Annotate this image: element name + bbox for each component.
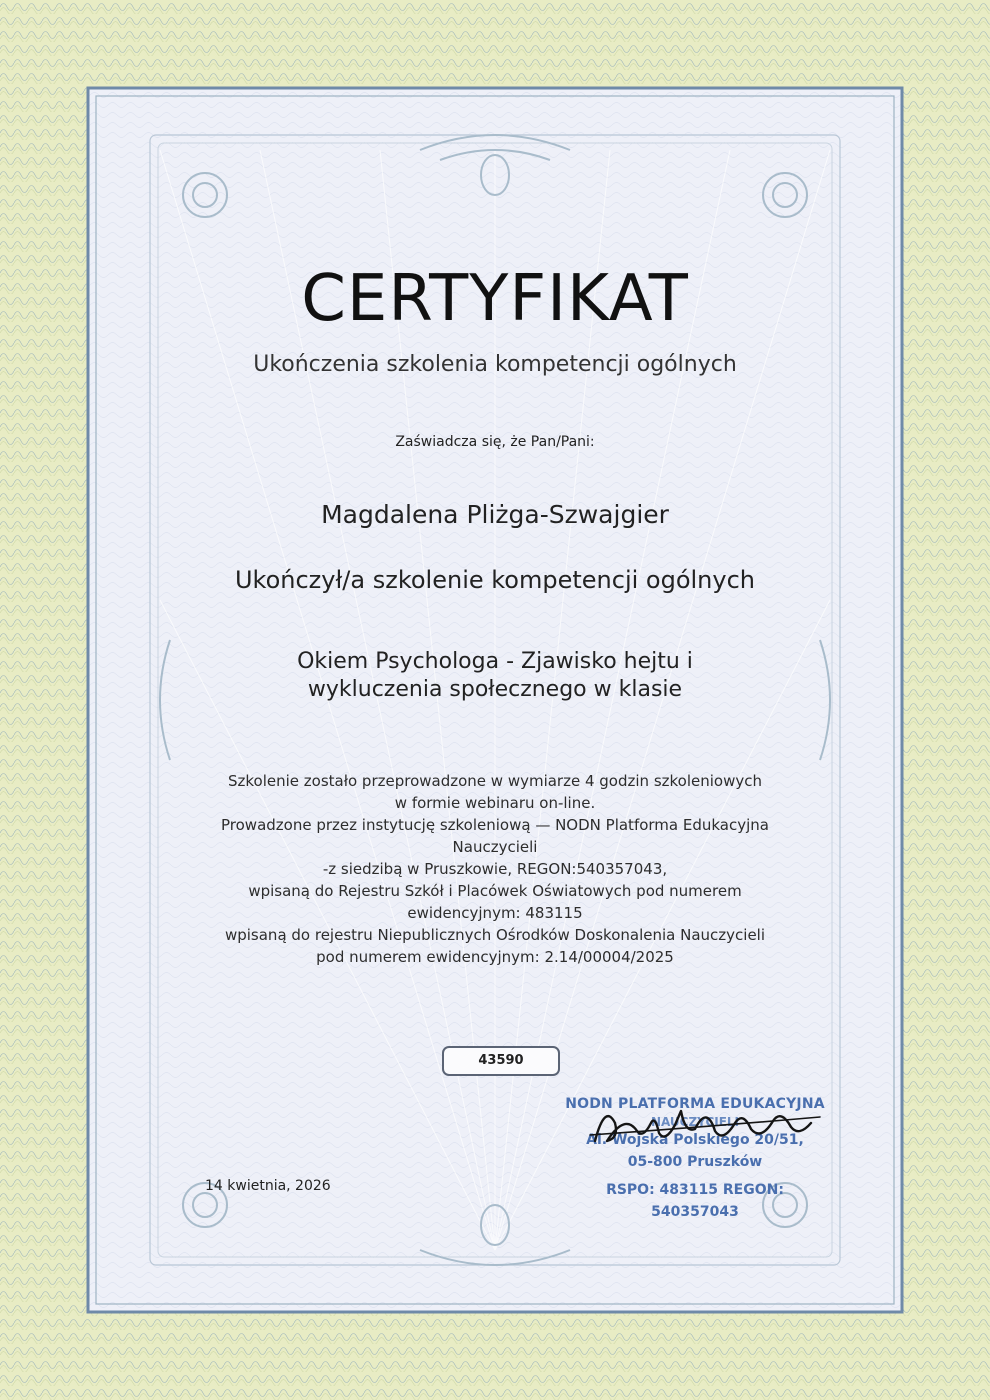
description-line: Prowadzone przez instytucję szkoleniową — NODN Platforma Edukacyjna	[221, 816, 769, 834]
issuer-address-line1: Al. Wojska Polskiego 20/51,	[586, 1132, 804, 1148]
issuer-registry: RSPO: 483115 REGON: 540357043	[606, 1182, 784, 1220]
description-line: pod numerem ewidencyjnym: 2.14/00004/2025	[316, 948, 674, 966]
description-line: -z siedzibą w Pruszkowie, REGON:540357043,	[322, 860, 668, 878]
certificate-title: CERTYFIKAT	[301, 262, 689, 336]
course-title	[0, 648, 990, 704]
course-description	[0, 770, 990, 968]
description-line: wpisaną do Rejestru Szkół i Placówek Oświatowych pod numerem	[248, 882, 742, 900]
course-title-line: wykluczenia społecznego w klasie	[307, 677, 683, 702]
description-line: wpisaną do rejestru Niepublicznych Ośrodków Doskonalenia Nauczycieli	[224, 926, 766, 944]
issuer-address-line2: 05-800 Pruszków	[627, 1154, 763, 1170]
recipient-name: Magdalena Pliżga-Szwajgier	[321, 500, 669, 529]
description-line: Szkolenie zostało przeprowadzone w wymiarze 4 godzin szkoleniowych	[227, 772, 762, 790]
issuer-name: NODN PLATFORMA EDUKACYJNA	[565, 1096, 825, 1112]
certify-line: Zaświadcza się, że Pan/Pani:	[395, 434, 595, 450]
description-line: w formie webinaru on-line.	[394, 794, 596, 812]
completed-line: Ukończył/a szkolenie kompetencji ogólnych	[234, 566, 756, 594]
issue-date: 14 kwietnia, 2026	[205, 1178, 331, 1194]
issuer-name-line2: NAUCZYCIELI	[650, 1115, 740, 1129]
certificate-subtitle: Ukończenia szkolenia kompetencji ogólnych	[253, 352, 737, 377]
description-line: ewidencyjnym: 483115	[407, 904, 583, 922]
course-title-line: Okiem Psychologa - Zjawisko hejtu i	[297, 649, 693, 674]
handwritten-signature	[585, 1093, 855, 1163]
description-line: Nauczycieli	[452, 838, 538, 856]
serial-number-box: 43590	[442, 1046, 560, 1076]
